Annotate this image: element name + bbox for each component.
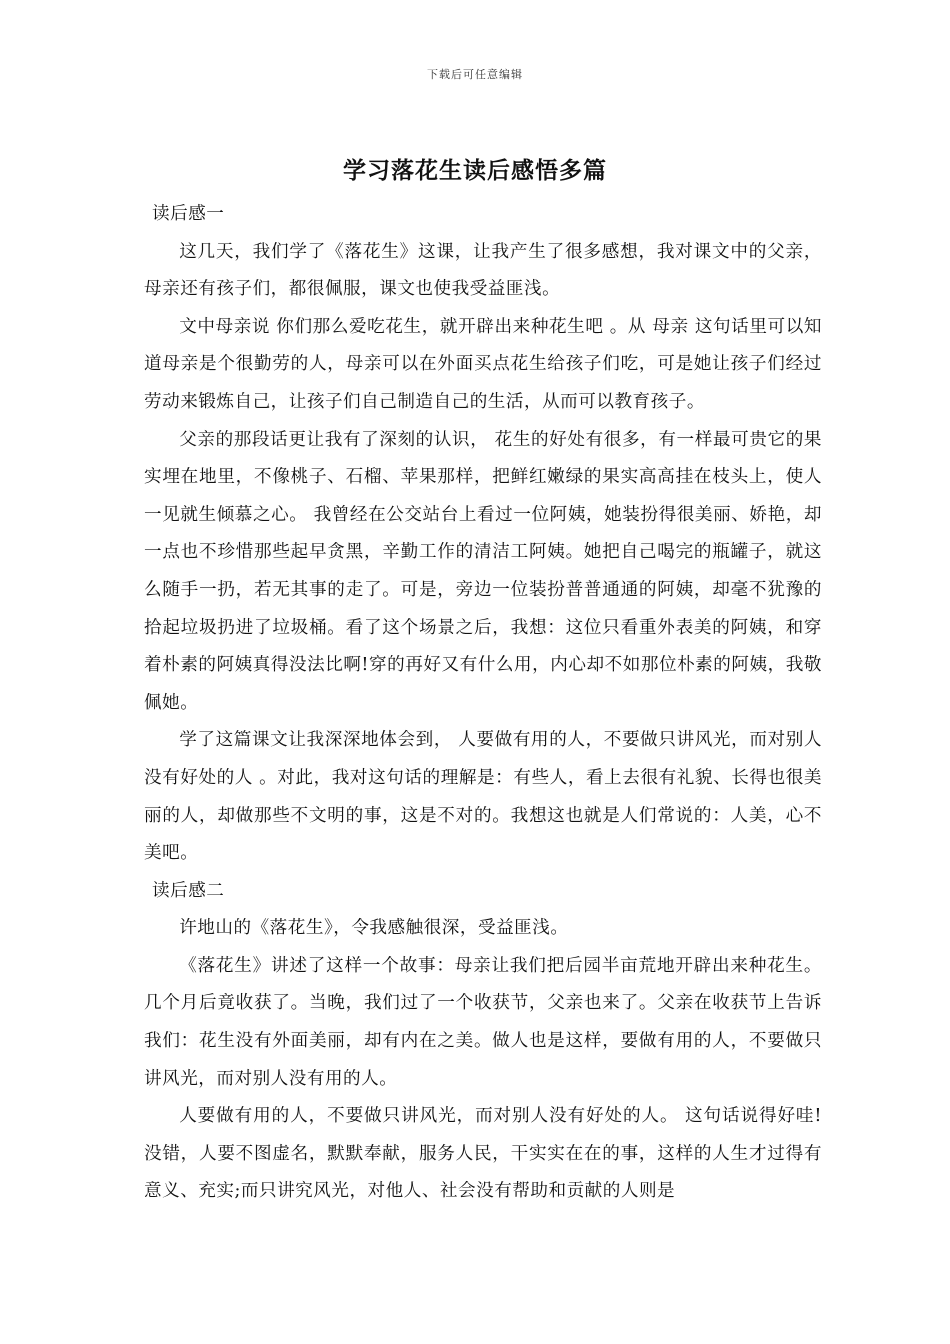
paragraph: 父亲的那段话更让我有了深刻的认识， 花生的好处有很多，有一样最可贵它的果实埋在地里，不像桃子、石榴、苹果那样，把鲜红嫩绿的果实高高挂在枝头上，使人一见就生倾慕之心。 我曾经在公交站台上看过一位阿姨，她装扮得很美丽、娇艳，却一点也不珍惜那些起早贪黑，辛勤工作的清洁工阿姨。她把自己喝完的瓶罐子，就这么随手一扔，若无其事的走了。可是，旁边一位装扮普普通通的阿姨，却毫不犹豫的拾起垃圾扔进了垃圾桶。看了这个场景之后，我想：这位只看重外表美的阿姨，和穿着朴素的阿姨真得没法比啊!穿的再好又有什么用，内心却不如那位朴素的阿姨，我敬佩她。 <box>144 429 822 713</box>
paragraph: 文中母亲说 你们那么爱吃花生，就开辟出来种花生吧 。从 母亲 这句话里可以知道母亲是个很勤劳的人，母亲可以在外面买点花生给孩子们吃，可是她让孩子们经过劳动来锻炼自己，让孩子们自己制造自己的生活，从而可以教育孩子。 <box>144 316 822 412</box>
header-note: 下载后可任意编辑 <box>427 68 523 81</box>
paragraph: 这几天，我们学了《落花生》这课，让我产生了很多感想，我对课文中的父亲，母亲还有孩子们，都很佩服，课文也使我受益匪浅。 <box>144 241 822 300</box>
document-title: 学习落花生读后感悟多篇 <box>343 157 607 184</box>
paragraph: 《落花生》讲述了这样一个故事：母亲让我们把后园半亩荒地开辟出来种花生。几个月后竟收获了。当晚，我们过了一个收获节，父亲也来了。父亲在收获节上告诉我们：花生没有外面美丽，却有内在之美。做人也是这样，要做有用的人，不要做只讲风光，而对别人没有用的人。 <box>144 955 822 1089</box>
document-body <box>144 196 822 1211</box>
paragraph: 人要做有用的人，不要做只讲风光，而对别人没有好处的人。 这句话说得好哇!没错，人要不图虚名，默默奉献，服务人民，干实实在在的事，这样的人生才过得有意义、充实;而只讲究风光，对他人、社会没有帮助和贡献的人则是 <box>144 1106 822 1202</box>
paragraph: 许地山的《落花生》，令我感触很深，受益匪浅。 <box>179 918 569 939</box>
section-heading-1: 读后感一 <box>152 204 225 224</box>
paragraph: 学了这篇课文让我深深地体会到， 人要做有用的人，不要做只讲风光，而对别人没有好处的人 。对此，我对这句话的理解是：有些人，看上去很有礼貌、长得也很美丽的人，却做那些不文明的事，这是不对的。我想这也就是人们常说的：人美，心不美吧。 <box>144 730 822 864</box>
section-heading-2: 读后感二 <box>152 880 225 901</box>
